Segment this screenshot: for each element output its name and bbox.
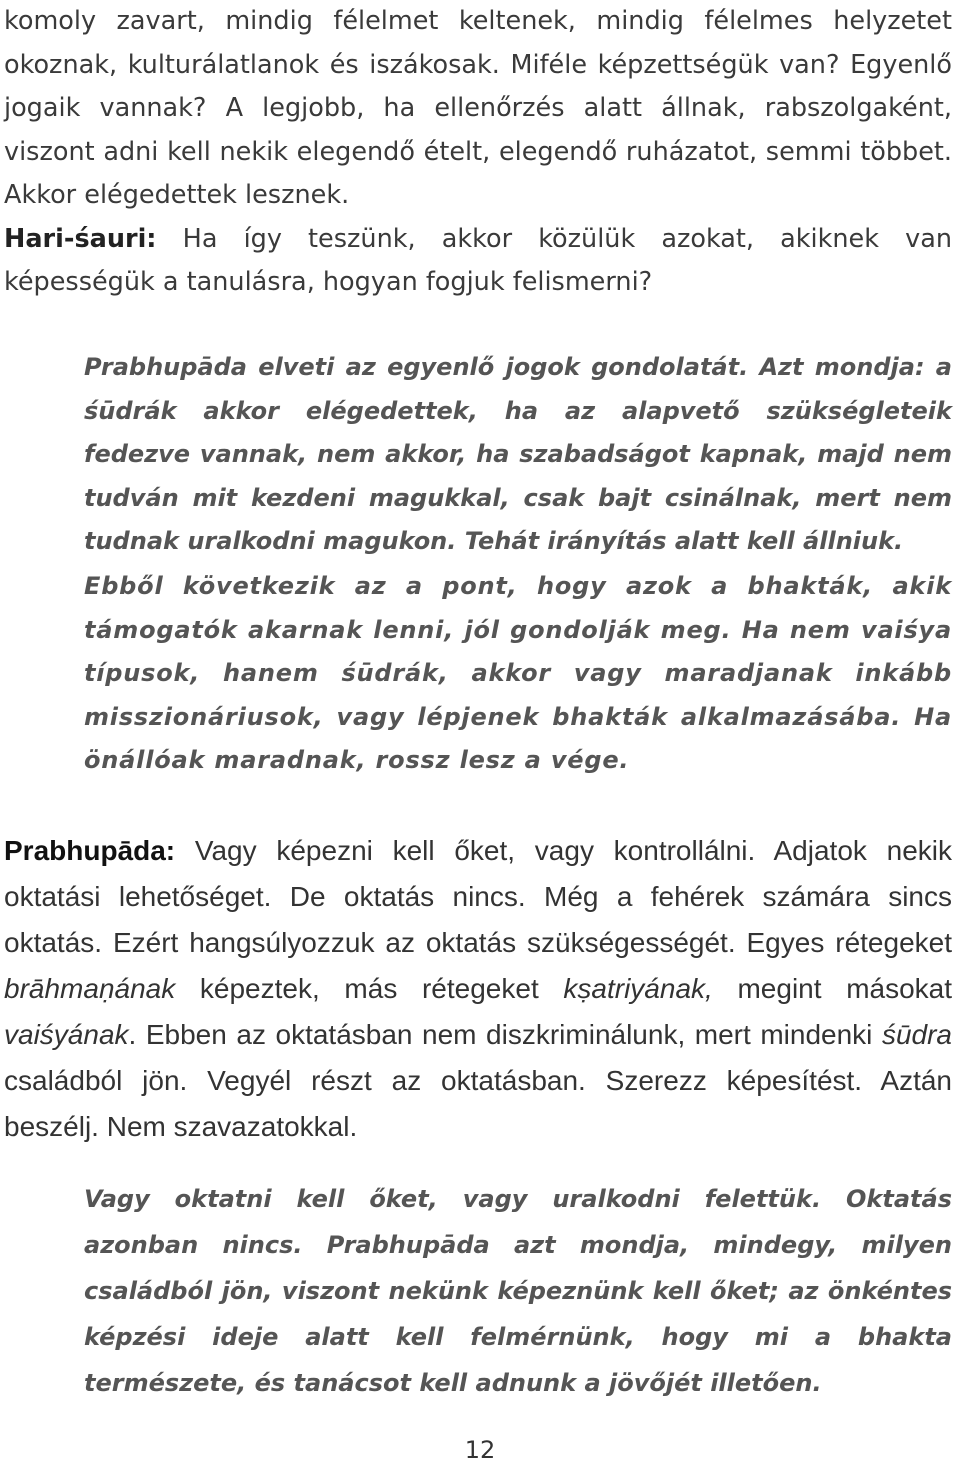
sanskrit-term: śūdra [881,1019,952,1050]
sanskrit-term: vaiśyának [4,1019,129,1050]
dialogue-text: megint másokat [712,973,953,1004]
dialogue-paragraph-1 [4,0,952,305]
dialogue-paragraph-2 [4,828,952,1150]
page-number: 12 [464,1436,496,1464]
speaker-label: Prabhupāda: [4,835,176,866]
dialogue-text: komoly zavart, mindig félelmet keltenek, mindig félelmes helyzetet okoznak, kulturálatlanok és iszákosak. Miféle képzettségük van? Egyenlő jogaik vannak? A legjobb, ha ellenőrzés alatt állnak, rabszolgaként, viszont adni kell nekik elegendő ételt, elegendő ruházatot, semmi többet. Akkor elégedettek lesznek. [4,6,952,210]
commentary-paragraph-1: Prabhupāda elveti az egyenlő jogok gondolatát. Azt mondja: a śūdrák akkor elégedettek, ha az alapvető szükségleteik fedezve vannak, nem akkor, ha szabadságot kapnak, majd nem tudván mit kezdeni magukkal, csak bajt csinálnak, mert nem tudnak uralkodni magukon. Tehát irányítás alatt kell állniuk. [84,353,952,555]
dialogue-text: családból jön. Vegyél részt az oktatásban. Szerezz képesítést. Aztán beszélj. Nem szavazatokkal. [4,1065,952,1142]
commentary-paragraph-2: Ebből következik az a pont, hogy azok a bhakták, akik támogatók akarnak lenni, jól gondolják meg. Ha nem vaiśya típusok, hanem śūdrák, akkor vagy maradjanak inkább misszionáriusok, vagy lépjenek bhakták alkalmazásába. Ha önállóak maradnak, rossz lesz a vége. [84,572,952,774]
dialogue-text: képeztek, más rétegeket [175,973,564,1004]
speaker-label: Hari-śauri: [4,223,157,254]
commentary-paragraph-3: Vagy oktatni kell őket, vagy uralkodni felettük. Oktatás azonban nincs. Prabhupāda azt mondja, mindegy, milyen családból jön, viszont nekünk képeznünk kell őket; az önkéntes képzési ideje alatt kell felmérnünk, hogy mi a bhakta természete, és tanácsot kell adnunk a jövőjét illetően. [84,1185,952,1397]
dialogue-text: Vagy képezni kell őket, vagy kontrollálni. Adjatok nekik oktatási lehetőséget. De oktatás nincs. Még a fehérek számára sincs oktatás. Ezért hangsúlyozzuk az oktatás szükségességét. Egyes rétegeket [4,835,952,958]
sanskrit-term: brāhmaṇának [4,973,176,1004]
sanskrit-term: kṣatriyának, [563,973,713,1004]
dialogue-text: Ha így teszünk, akkor közülük azokat, akiknek van képességük a tanulásra, hogyan fogjuk felismerni? [4,223,952,297]
dialogue-text: . Ebben az oktatásban nem diszkriminálunk, mert mindenki [128,1019,882,1050]
